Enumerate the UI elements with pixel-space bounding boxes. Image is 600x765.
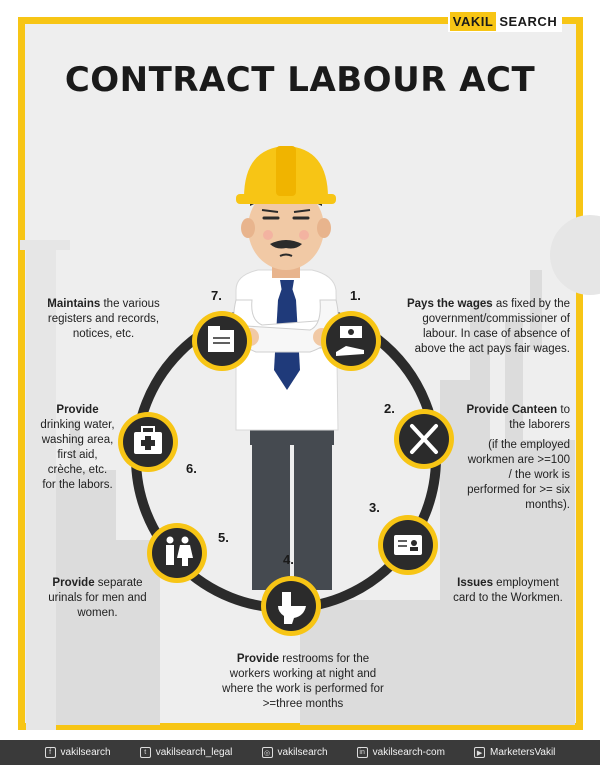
worker-figure bbox=[234, 146, 338, 590]
icon-circle-7 bbox=[192, 311, 252, 371]
item-text-1 bbox=[394, 297, 570, 357]
item-rest-6: drinking water, washing area, first aid, crèche, etc. for the labors. bbox=[40, 419, 115, 491]
social-label: vakilsearch bbox=[60, 747, 111, 758]
icon-circle-6 bbox=[118, 412, 178, 472]
facebook-icon: f bbox=[45, 747, 56, 758]
item-text-4 bbox=[218, 652, 388, 712]
item-bold-6: Provide bbox=[56, 404, 99, 416]
social-label: vakilsearch bbox=[277, 747, 328, 758]
icon-circle-1 bbox=[321, 311, 381, 371]
item-number-6: 6. bbox=[186, 461, 197, 476]
item-number-1: 1. bbox=[350, 288, 361, 303]
icon-circle-2 bbox=[394, 409, 454, 469]
social-label: vakilsearch-com bbox=[372, 747, 445, 758]
item-rest-7: the various registers and records, notices, etc. bbox=[47, 298, 160, 340]
linkedin-icon: in bbox=[357, 747, 368, 758]
item-number-2: 2. bbox=[384, 401, 395, 416]
brand-part2: SEARCH bbox=[499, 13, 558, 29]
item-text-7 bbox=[36, 297, 171, 342]
item-bold-1: Pays the wages bbox=[406, 298, 493, 310]
twitter-icon: t bbox=[140, 747, 151, 758]
item-text-3 bbox=[447, 576, 569, 606]
social-label: vakilsearch_legal bbox=[155, 747, 233, 758]
item-rest-1: as fixed by the government/commissioner of labour. In case of absence of above the act pays fair wages. bbox=[414, 298, 570, 355]
item-number-5: 5. bbox=[218, 530, 229, 545]
item-text-5 bbox=[40, 576, 155, 621]
brand-part1: VAKIL bbox=[450, 12, 497, 31]
item-bold-2: Provide Canteen bbox=[466, 404, 558, 416]
page-title: CONTRACT LABOUR ACT bbox=[64, 60, 536, 100]
icon-circle-5 bbox=[147, 523, 207, 583]
icon-circle-3 bbox=[378, 515, 438, 575]
item-number-4: 4. bbox=[283, 552, 294, 567]
icon-circle-4 bbox=[261, 576, 321, 636]
item-bold-4: Provide bbox=[236, 653, 280, 665]
item-number-7: 7. bbox=[211, 288, 222, 303]
social-label: MarketersVakil bbox=[490, 747, 556, 758]
item-bold-7: Maintains bbox=[47, 298, 101, 310]
item-bold-5: Provide bbox=[52, 577, 95, 589]
instagram-icon: ◎ bbox=[262, 747, 273, 758]
item-extra-2: (if the employed workmen are >=100 / the work is performed for >= six months). bbox=[467, 439, 570, 511]
item-text-6 bbox=[40, 403, 115, 493]
item-rest-5: separate urinals for men and women. bbox=[48, 577, 147, 619]
brand-logo bbox=[448, 10, 562, 32]
item-number-3: 3. bbox=[369, 500, 380, 515]
item-text-2 bbox=[464, 403, 570, 513]
item-rest-3: employment card to the Workmen. bbox=[453, 577, 563, 604]
item-bold-3: Issues bbox=[457, 577, 493, 589]
youtube-icon: ▶ bbox=[474, 747, 485, 758]
item-rest-4: restrooms for the workers working at night and where the work is performed for >=three months bbox=[222, 653, 384, 710]
item-rest-2: to the laborers bbox=[509, 404, 570, 431]
